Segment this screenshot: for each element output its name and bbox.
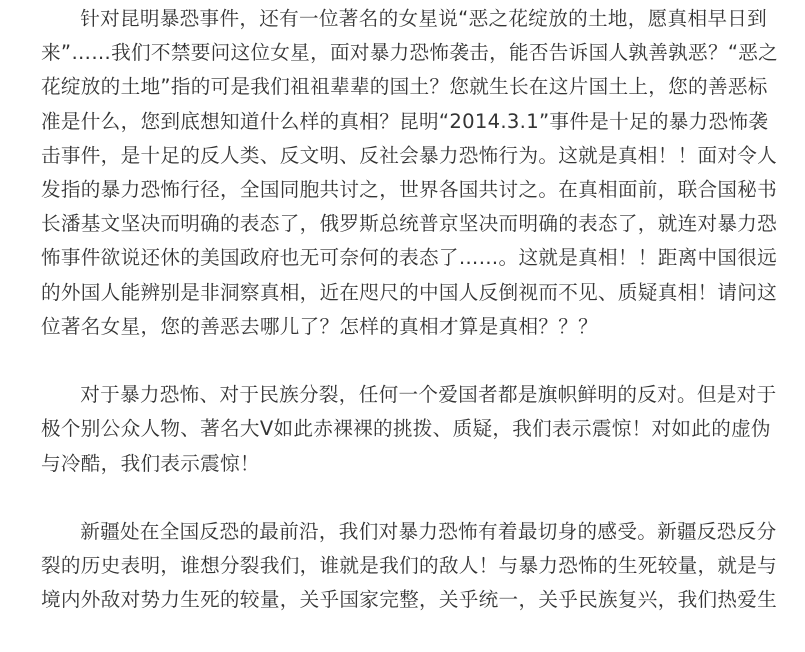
paragraph-3: 新疆处在全国反恐的最前沿，我们对暴力恐怖有着最切身的感受。新疆反恐反分裂的历史表明，谁想分裂我们，谁就是我们的敌人！与暴力恐怖的生死较量，就是与境内外敌对势力生死的较量，关乎国家完整，关乎统一，关乎民族复兴，我们热爱生 <box>41 520 778 612</box>
paragraph-1: 针对昆明暴恐事件，还有一位著名的女星说“恶之花绽放的土地，愿真相早日到来”……我们不禁要问这位女星，面对暴力恐怖袭击，能否告诉国人孰善孰恶？“恶之花绽放的土地”指的可是我们祖祖辈辈的国土？您就生长在这片国土上，您的善恶标准是什么，您到底想知道什么样的真相？昆明“2014.3.1”事件是十足的暴力恐怖袭击事件，是十足的反人类、反文明、反社会暴力恐怖行为。这就是真相！！面对令人发指的暴力恐怖行径，全国同胞共讨之，世界各国共讨之。在真相面前，联合国秘书长潘基文坚决而明确的表态了，俄罗斯总统普京坚决而明确的表态了，就连对暴力恐怖事件欲说还休的美国政府也无可奈何的表态了……。这就是真相！！距离中国很远的外国人能辨别是非洞察真相，近在咫尺的中国人反倒视而不见、质疑真相！请问这位著名女星，您的善恶去哪儿了？怎样的真相才算是真相？？？ <box>41 7 779 338</box>
paragraph-2: 对于暴力恐怖、对于民族分裂，任何一个爱国者都是旗帜鲜明的反对。但是对于极个别公众人物、著名大V如此赤裸裸的挑拨、质疑，我们表示震惊！对如此的虚伪与冷酷，我们表示震惊！ <box>41 383 777 475</box>
article-body <box>41 2 781 652</box>
